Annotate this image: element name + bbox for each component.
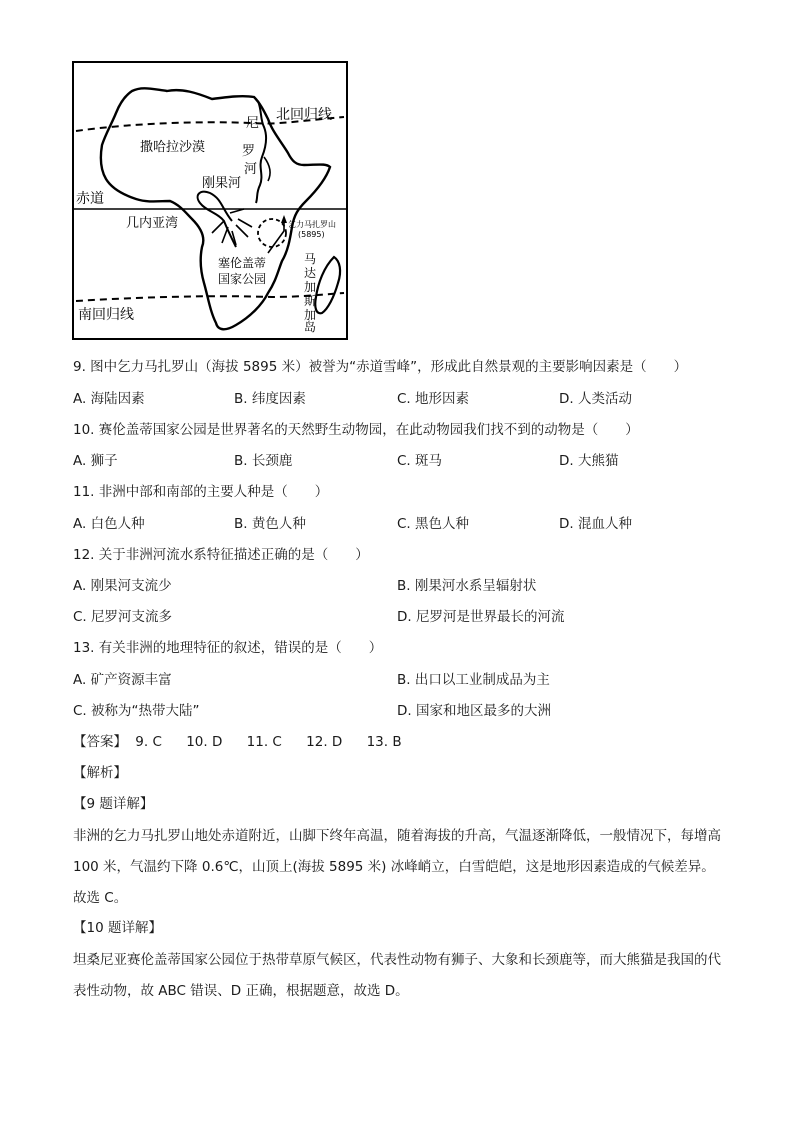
question-9-option-b: B. 纬度因素	[234, 391, 306, 407]
question-12-option-d: D. 尼罗河是世界最长的河流	[397, 609, 565, 625]
question-13-option-c: C. 被称为“热带大陆”	[73, 703, 200, 719]
africa-map-figure	[72, 61, 348, 340]
label-nile-2: 罗	[242, 144, 256, 159]
label-madagascar-5: 加	[304, 308, 317, 322]
question-11-option-a: A. 白色人种	[73, 516, 145, 532]
answer-item: 9. C	[135, 734, 162, 750]
answer-item: 13. B	[366, 734, 402, 750]
question-12-stem: 12. 关于非洲河流水系特征描述正确的是（ ）	[73, 547, 369, 563]
label-tropic-cancer: 北回归线	[276, 107, 332, 123]
label-nile-1: 尼	[246, 116, 260, 131]
question-9-option-c: C. 地形因素	[397, 391, 470, 407]
label-nile-3: 河	[244, 162, 258, 177]
detail-10-title: 【10 题详解】	[73, 920, 162, 936]
label-guinea-gulf: 几内亚湾	[126, 216, 179, 231]
label-madagascar-3: 加	[304, 280, 317, 294]
label-madagascar-4: 斯	[304, 294, 317, 308]
kilimanjaro-peak-icon	[281, 215, 287, 223]
question-10-option-b: B. 长颈鹿	[234, 453, 293, 469]
kilimanjaro-arrow	[268, 219, 284, 253]
question-10-option-a: A. 狮子	[73, 453, 118, 469]
question-11-option-d: D. 混血人种	[559, 516, 632, 532]
madagascar-outline	[315, 257, 340, 313]
label-sahara: 撒哈拉沙漠	[140, 140, 206, 155]
label-tropic-capricorn: 南回归线	[78, 307, 134, 323]
answer-item: 10. D	[186, 734, 223, 750]
label-equator: 赤道	[76, 191, 104, 207]
question-13-option-d: D. 国家和地区最多的大洲	[397, 703, 551, 719]
detail-9-title: 【9 题详解】	[73, 796, 154, 812]
label-congo: 刚果河	[202, 176, 242, 191]
question-10-option-c: C. 斑马	[397, 453, 443, 469]
question-10-option-d: D. 大熊猫	[559, 453, 619, 469]
question-12-option-a: A. 刚果河支流少	[73, 578, 172, 594]
question-13-option-b: B. 出口以工业制成品为主	[397, 672, 550, 688]
question-11-stem: 11. 非洲中部和南部的主要人种是（ ）	[73, 484, 329, 500]
label-madagascar-2: 达	[304, 266, 317, 280]
question-13-stem: 13. 有关非洲的地理特征的叙述，错误的是（ ）	[73, 640, 383, 656]
question-11-option-b: B. 黄色人种	[234, 516, 306, 532]
answer-line	[73, 732, 422, 752]
analysis-label: 【解析】	[73, 765, 127, 781]
label-madagascar-6: 岛	[304, 320, 317, 334]
question-12-option-c: C. 尼罗河支流多	[73, 609, 173, 625]
label-serengeti-1: 塞伦盖蒂	[218, 256, 267, 270]
question-13-option-a: A. 矿产资源丰富	[73, 672, 172, 688]
nile-tributary	[264, 157, 270, 181]
label-kilimanjaro: 乞力马扎罗山	[288, 220, 336, 229]
label-serengeti-2: 国家公园	[218, 272, 267, 286]
question-12-option-b: B. 刚果河水系呈辐射状	[397, 578, 537, 594]
answer-label: 【答案】	[73, 734, 127, 750]
detail-10-text: 坦桑尼亚赛伦盖蒂国家公园位于热带草原气候区，代表性动物有狮子、大象和长颈鹿等，而大熊猫是我国的代表性动物，故 ABC 错误、D 正确，根据题意，故选 D。	[73, 952, 721, 999]
question-10-stem: 10. 赛伦盖蒂国家公园是世界著名的天然野生动物园，在此动物园我们找不到的动物是（ ）	[73, 422, 639, 438]
label-madagascar-1: 马	[304, 252, 317, 266]
question-9-option-a: A. 海陆因素	[73, 391, 145, 407]
label-kilimanjaro-height: (5895)	[298, 230, 325, 239]
africa-map-svg	[72, 61, 348, 340]
question-11-option-c: C. 黑色人种	[397, 516, 470, 532]
answer-item: 11. C	[246, 734, 282, 750]
answer-item: 12. D	[306, 734, 343, 750]
question-9-option-d: D. 人类活动	[559, 391, 632, 407]
question-9-stem: 9. 图中乞力马扎罗山（海拔 5895 米）被誉为“赤道雪峰”，形成此自然景观的主要影响因素是（ ）	[73, 359, 688, 375]
detail-9-text: 非洲的乞力马扎罗山地处赤道附近，山脚下终年高温，随着海拔的升高，气温逐渐降低，一般情况下，每增高 100 米，气温约下降 0.6℃，山顶上(海拔 5895 米) 冰峰峭立，白雪皑皑，这是地形因素造成的气候差异。故选 C。	[73, 828, 721, 906]
